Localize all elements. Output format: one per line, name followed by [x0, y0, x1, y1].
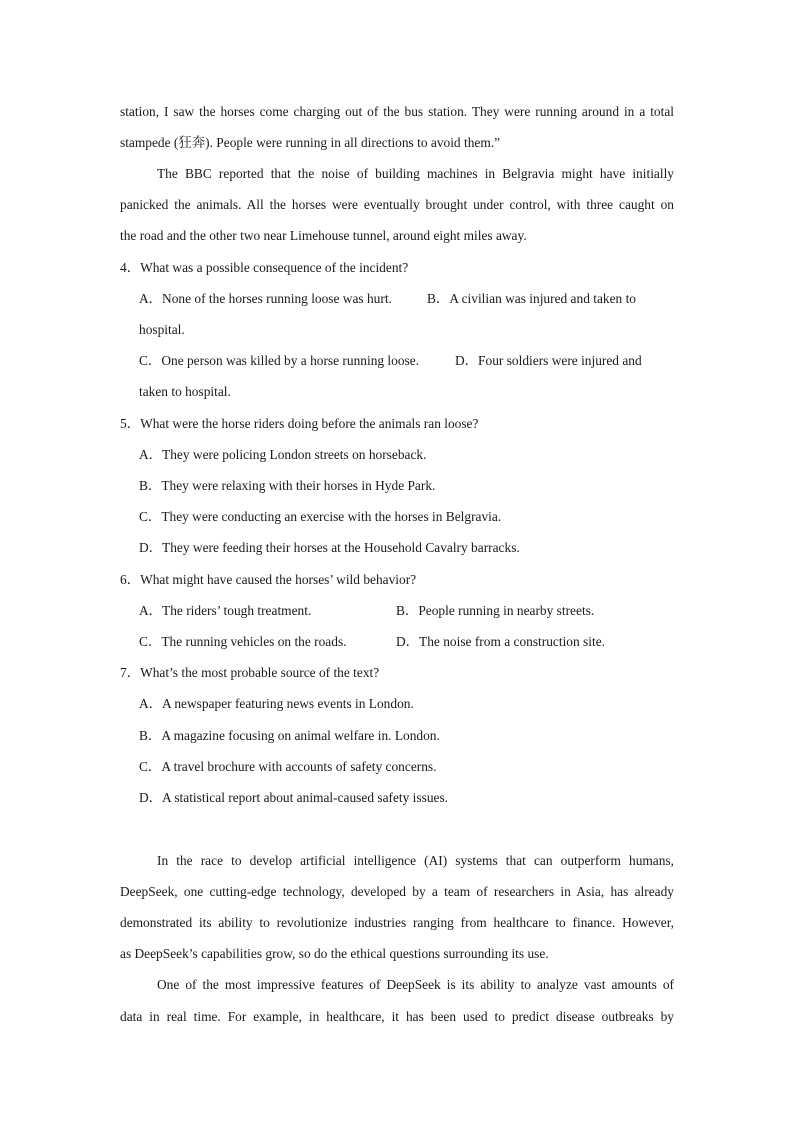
question-7-stem: 7．What’s the most probable source of the text?: [120, 665, 380, 680]
passage-c-line-5: the road and the other two near Limehouse tunnel, around eight miles away.: [120, 228, 527, 243]
question-5-stem: 5．What were the horse riders doing before the animals ran loose?: [120, 416, 479, 431]
question-5-option-b: B．They were relaxing with their horses in Hyde Park.: [139, 478, 436, 493]
question-4-option-a: A．None of the horses running loose was hurt.: [139, 291, 392, 306]
passage-d-line-4: as DeepSeek’s capabilities grow, so do the ethical questions surrounding its use.: [120, 946, 549, 961]
passage-c-line-4: panicked the animals. All the horses were eventually brought under control, with three caught on: [120, 197, 674, 212]
question-6-option-a: A．The riders’ tough treatment.: [139, 603, 312, 618]
passage-d-line-5: One of the most impressive features of DeepSeek is its ability to analyze vast amounts of: [157, 977, 674, 992]
passage-c-line-1: station, I saw the horses come charging out of the bus station. They were running around in a total: [120, 104, 674, 119]
passage-d-line-6: data in real time. For example, in healthcare, it has been used to predict disease outbreaks by: [120, 1009, 674, 1024]
question-7-option-d: D．A statistical report about animal-caused safety issues.: [139, 790, 449, 805]
question-4-option-b-continued: hospital.: [139, 322, 185, 337]
question-6-stem: 6．What might have caused the horses’ wild behavior?: [120, 572, 417, 587]
question-7-option-b: B．A magazine focusing on animal welfare in. London.: [139, 728, 440, 743]
question-4-option-b: B．A civilian was injured and taken to: [427, 291, 636, 306]
question-6-option-d: D．The noise from a construction site.: [396, 634, 605, 649]
question-4-option-d-continued: taken to hospital.: [139, 384, 231, 399]
question-4-stem: 4．What was a possible consequence of the incident?: [120, 260, 409, 275]
question-7-option-c: C．A travel brochure with accounts of safety concerns.: [139, 759, 437, 774]
question-5-option-c: C．They were conducting an exercise with the horses in Belgravia.: [139, 509, 502, 524]
question-6-option-c: C．The running vehicles on the roads.: [139, 634, 347, 649]
question-5-option-a: A．They were policing London streets on horseback.: [139, 447, 427, 462]
passage-d-line-1: In the race to develop artificial intelligence (AI) systems that can outperform humans,: [157, 853, 674, 868]
passage-d-line-2: DeepSeek, one cutting-edge technology, developed by a team of researchers in Asia, has already: [120, 884, 674, 899]
passage-c-line-2: stampede (狂奔). People were running in all directions to avoid them.”: [120, 135, 501, 150]
question-4-option-d: D．Four soldiers were injured and: [455, 353, 642, 368]
passage-c-line-3: The BBC reported that the noise of building machines in Belgravia might have initially: [157, 166, 674, 181]
passage-d-line-3: demonstrated its ability to revolutionize industries ranging from healthcare to finance. However,: [120, 915, 674, 930]
question-7-option-a: A．A newspaper featuring news events in London.: [139, 696, 414, 711]
question-5-option-d: D．They were feeding their horses at the Household Cavalry barracks.: [139, 540, 520, 555]
question-6-option-b: B．People running in nearby streets.: [396, 603, 595, 618]
question-4-option-c: C．One person was killed by a horse running loose.: [139, 353, 420, 368]
